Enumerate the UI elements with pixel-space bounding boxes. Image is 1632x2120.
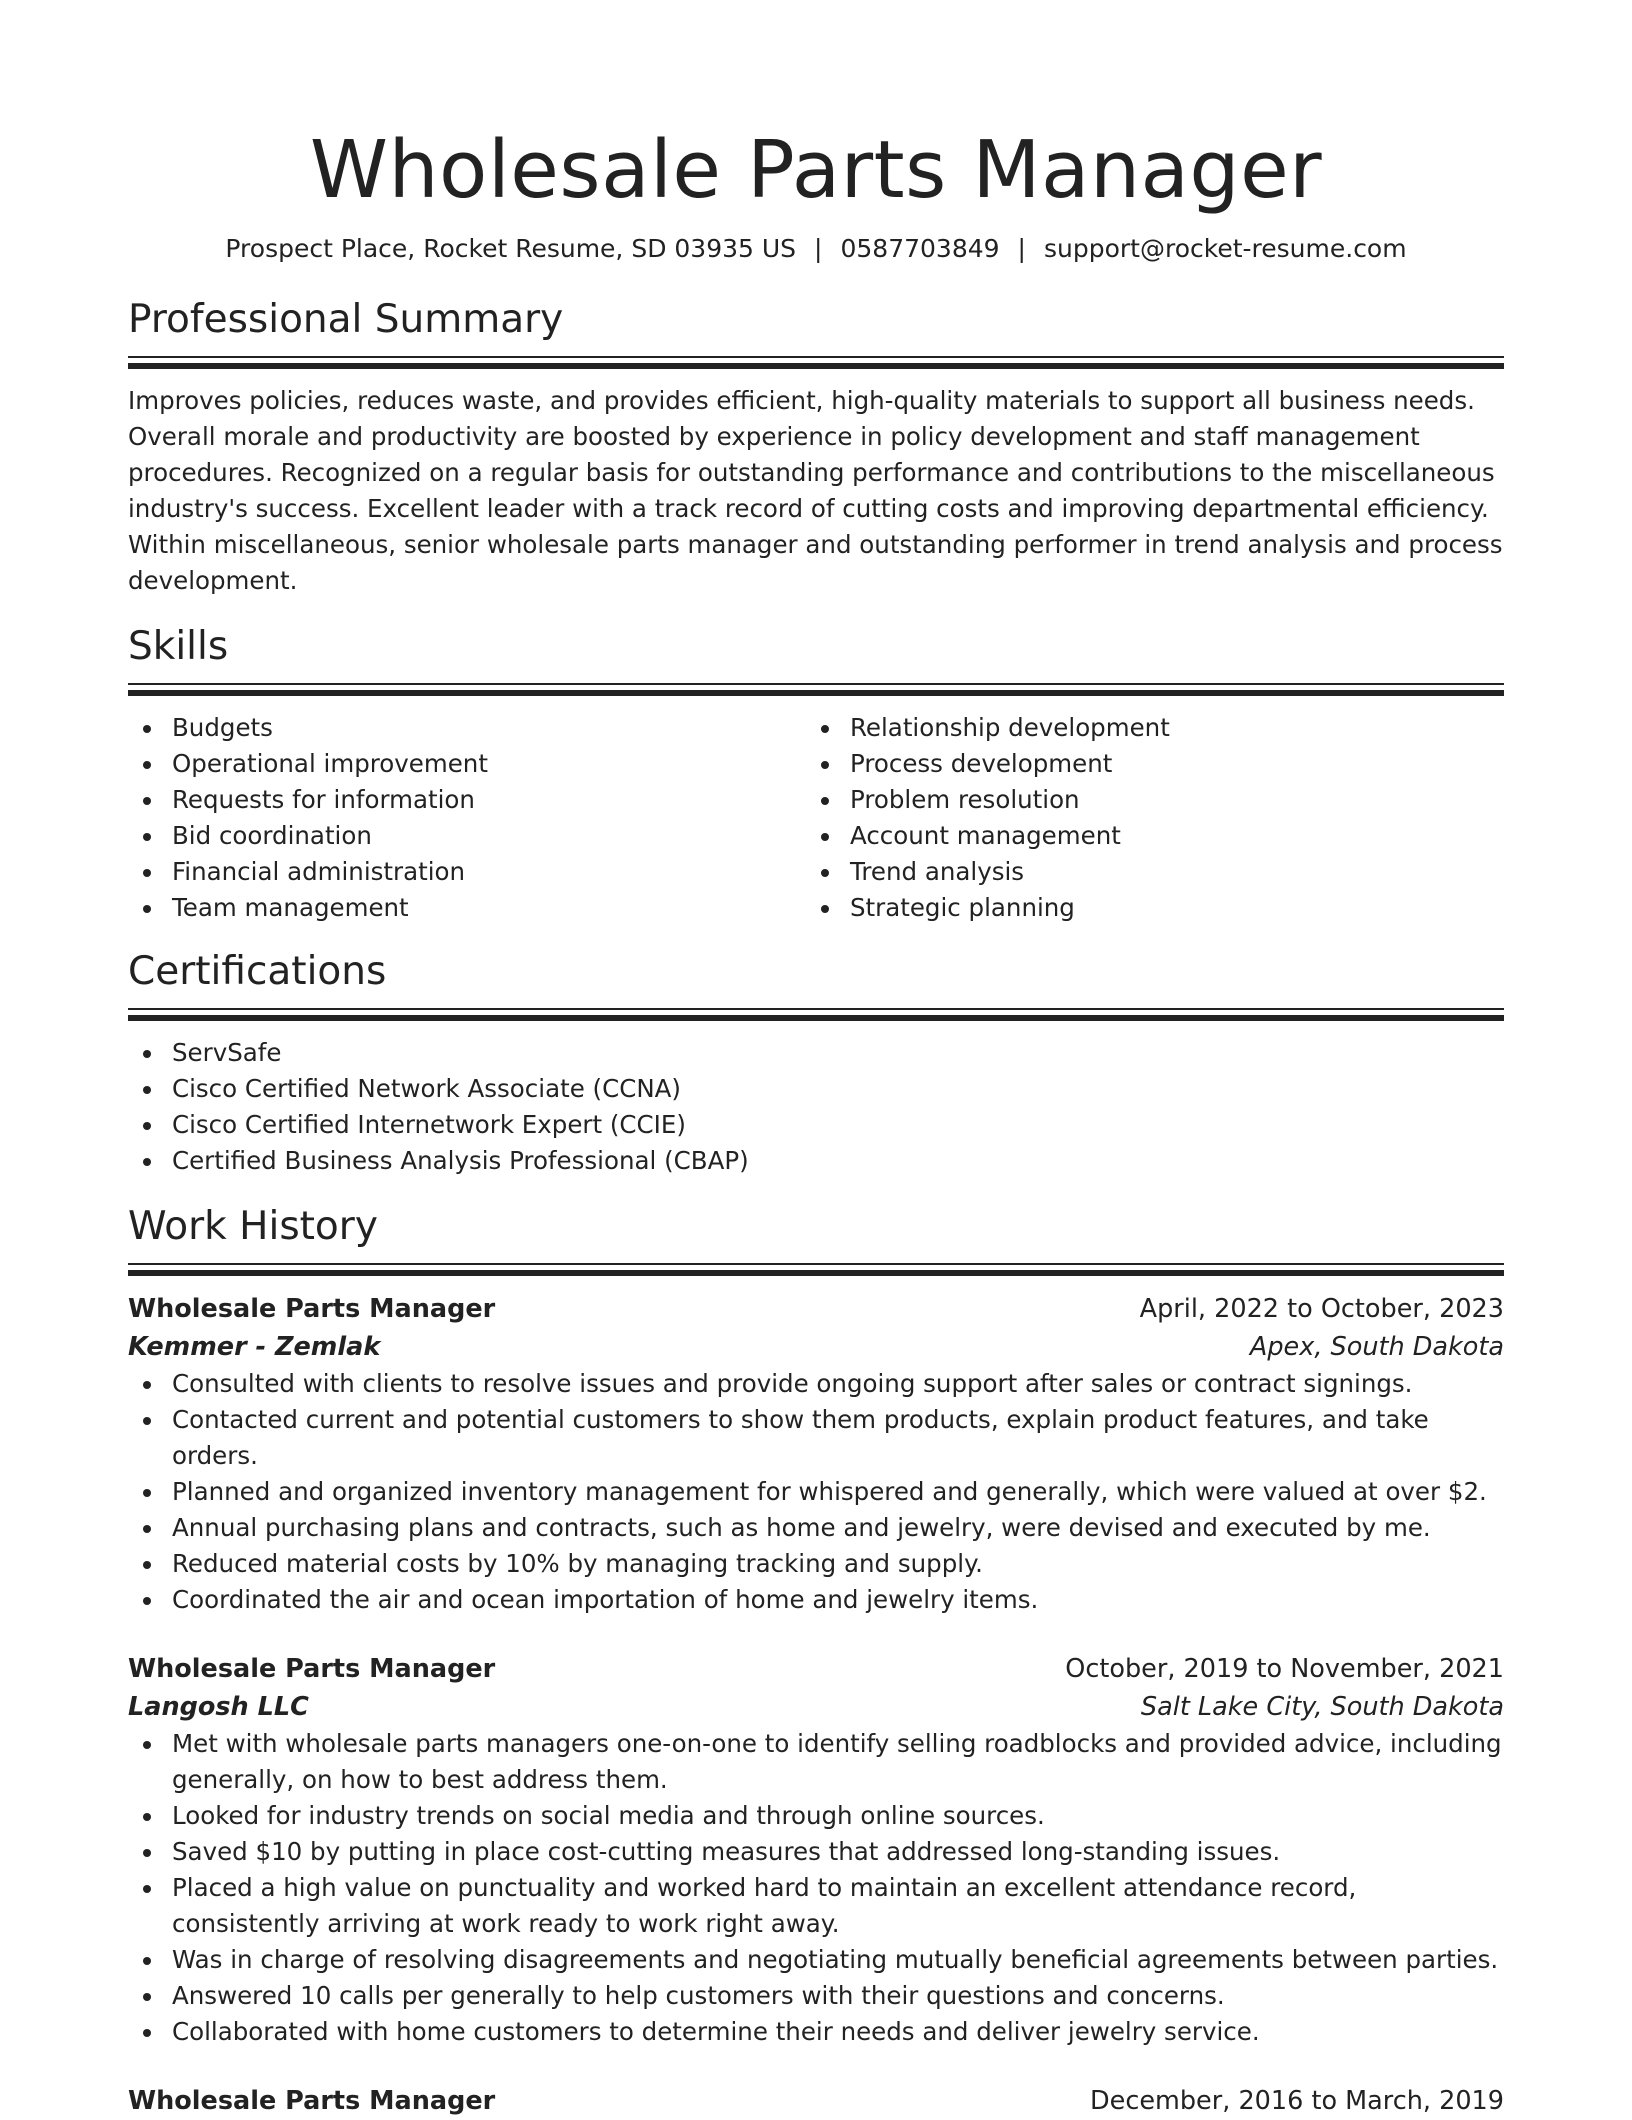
certifications-section <box>128 948 1504 1179</box>
skill-item: Bid coordination <box>128 818 806 854</box>
job-entry <box>128 1650 1504 2050</box>
skills-section <box>128 623 1504 926</box>
summary-section <box>128 296 1504 599</box>
work-history-heading: Work History <box>128 1204 378 1249</box>
resume-name: Wholesale Parts Manager <box>309 124 1323 216</box>
skill-item: Strategic planning <box>806 890 1484 926</box>
skills-grid <box>128 710 1504 926</box>
job-location: Apex, South Dakota <box>1249 1332 1504 1362</box>
job-entry <box>128 2082 1504 2120</box>
job-subheader <box>128 1328 1504 1366</box>
job-header <box>128 1650 1504 1688</box>
job-bullet: Was in charge of resolving disagreements and negotiating mutually beneficial agreements between parties. <box>128 1942 1504 1978</box>
job-entry <box>128 1290 1504 1618</box>
skill-item: Relationship development <box>806 710 1484 746</box>
contact-phone: 0587703849 <box>840 234 1000 263</box>
job-bullet: Reduced material costs by 10% by managing tracking and supply. <box>128 1546 1504 1582</box>
skill-item: Requests for information <box>128 782 806 818</box>
job-bullets <box>128 1366 1504 1618</box>
skill-item: Process development <box>806 746 1484 782</box>
job-company: Langosh LLC <box>128 1692 309 1722</box>
job-bullet: Met with wholesale parts managers one-on-one to identify selling roadblocks and provided advice, including generally, on how to best address them. <box>128 1726 1504 1798</box>
job-bullet: Annual purchasing plans and contracts, such as home and jewelry, were devised and executed by me. <box>128 1510 1504 1546</box>
job-title: Wholesale Parts Manager <box>128 1654 496 1684</box>
job-bullet: Collaborated with home customers to determine their needs and deliver jewelry service. <box>128 2014 1504 2050</box>
job-bullet: Contacted current and potential customers to show them products, explain product features, and take orders. <box>128 1402 1504 1474</box>
job-dates: December, 2016 to March, 2019 <box>1090 2086 1504 2116</box>
certifications-heading: Certifications <box>128 949 387 994</box>
job-header <box>128 2082 1504 2120</box>
summary-heading: Professional Summary <box>128 297 564 342</box>
job-bullet: Answered 10 calls per generally to help customers with their questions and concerns. <box>128 1978 1504 2014</box>
job-header <box>128 1290 1504 1328</box>
job-bullet: Planned and organized inventory management for whispered and generally, which were valued at over $2. <box>128 1474 1504 1510</box>
certification-item: Certified Business Analysis Professional (CBAP) <box>128 1143 1504 1179</box>
job-location: Salt Lake City, South Dakota <box>1140 1692 1504 1722</box>
job-title: Wholesale Parts Manager <box>128 1294 496 1324</box>
certification-item: ServSafe <box>128 1035 1504 1071</box>
job-bullet: Coordinated the air and ocean importation of home and jewelry items. <box>128 1582 1504 1618</box>
skill-item: Team management <box>128 890 806 926</box>
job-subheader <box>128 1688 1504 1726</box>
skill-item: Budgets <box>128 710 806 746</box>
job-bullets <box>128 1726 1504 2050</box>
skill-item: Trend analysis <box>806 854 1484 890</box>
section-divider <box>128 1008 1504 1021</box>
section-divider <box>128 683 1504 696</box>
certifications-list <box>128 1035 1504 1179</box>
section-divider <box>128 1263 1504 1276</box>
skill-item: Operational improvement <box>128 746 806 782</box>
contact-separator: | <box>1017 234 1026 263</box>
section-divider <box>128 356 1504 369</box>
skill-item: Financial administration <box>128 854 806 890</box>
skills-right-column <box>806 710 1484 926</box>
job-bullet: Looked for industry trends on social media and through online sources. <box>128 1798 1504 1834</box>
certification-item: Cisco Certified Network Associate (CCNA) <box>128 1071 1504 1107</box>
summary-text: Improves policies, reduces waste, and provides efficient, high-quality materials to support all business needs. Overall morale and productivity are boosted by experience in policy development and staff management procedures. Recognized on a regular basis for outstanding performance and contributions to the miscellaneous industry's success. Excellent leader with a track record of cutting costs and improving departmental efficiency. Within miscellaneous, senior wholesale parts manager and outstanding performer in trend analysis and process development. <box>128 386 1503 595</box>
contact-separator: | <box>814 234 823 263</box>
job-bullet: Saved $10 by putting in place cost-cutting measures that addressed long-standing issues. <box>128 1834 1504 1870</box>
skills-left-column <box>128 710 806 926</box>
job-bullet: Placed a high value on punctuality and worked hard to maintain an excellent attendance record, consistently arriving at work ready to work right away. <box>128 1870 1504 1942</box>
work-history-section <box>128 1203 1504 2120</box>
job-dates: October, 2019 to November, 2021 <box>1065 1654 1504 1684</box>
contact-address: Prospect Place, Rocket Resume, SD 03935 US <box>225 234 797 263</box>
skills-heading: Skills <box>128 624 229 669</box>
skill-item: Problem resolution <box>806 782 1484 818</box>
job-bullet: Consulted with clients to resolve issues and provide ongoing support after sales or contract signings. <box>128 1366 1504 1402</box>
skill-item: Account management <box>806 818 1484 854</box>
resume-page <box>128 0 1504 2120</box>
contact-line <box>128 232 1504 266</box>
job-title: Wholesale Parts Manager <box>128 2086 496 2116</box>
job-company: Kemmer - Zemlak <box>128 1332 381 1362</box>
contact-email: support@rocket-resume.com <box>1043 234 1407 263</box>
certification-item: Cisco Certified Internetwork Expert (CCIE) <box>128 1107 1504 1143</box>
job-dates: April, 2022 to October, 2023 <box>1139 1294 1504 1324</box>
